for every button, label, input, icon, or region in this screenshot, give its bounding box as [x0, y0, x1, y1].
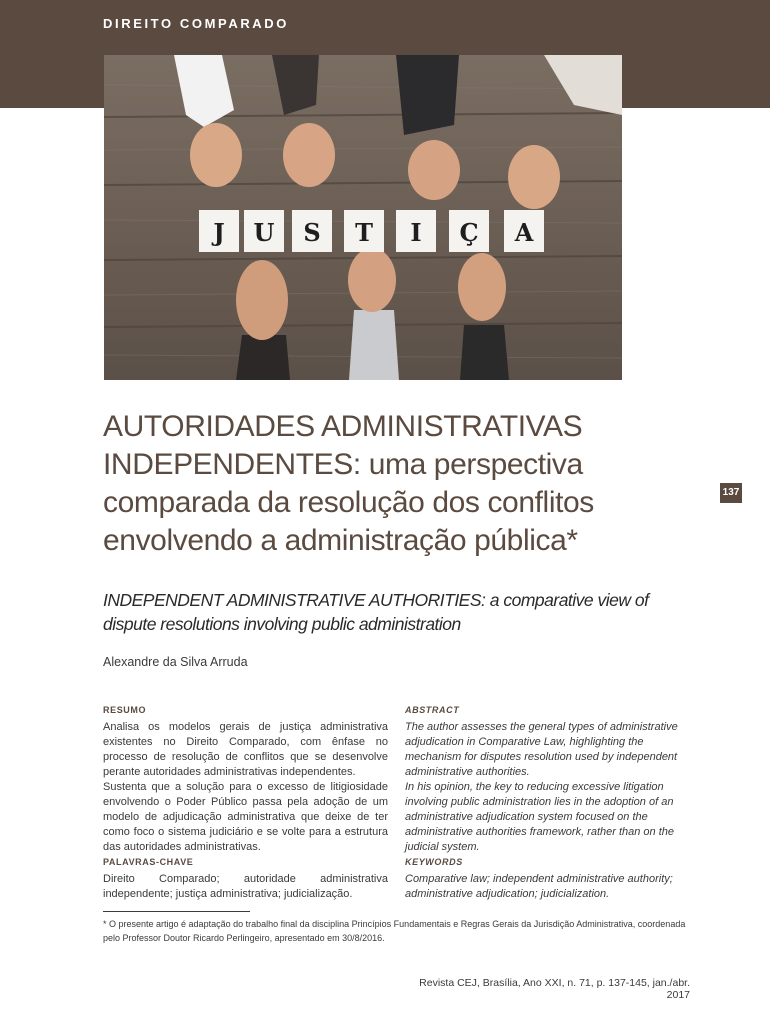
section-label: DIREITO COMPARADO: [103, 16, 290, 31]
tile-letter-6: Ç: [459, 218, 479, 247]
tile-letter-7: A: [514, 218, 534, 247]
author-name: Alexandre da Silva Arruda: [103, 655, 248, 669]
footnote: * O presente artigo é adaptação do trabalho final da disciplina Princípios Fundamentais e Regras Gerais da Jurisdição Administrativa, coordenada pelo Professor Doutor Ricardo Perlingeiro, apresentado em 30/8/2016.: [103, 919, 686, 943]
subtitle-caps: INDEPENDENT ADMINISTRATIVE AUTHORITIES: [103, 590, 482, 610]
keywords-text: Comparative law; independent administrative authority; administrative adjudication; judicialization.: [405, 873, 673, 900]
tile-letter-1: J: [213, 218, 225, 247]
keywords-section: [405, 855, 690, 902]
journal-citation: Revista CEJ, Brasília, Ano XXI, n. 71, p. 137-145, jan./abr. 2017: [419, 977, 690, 1001]
palavras-chave-text: Direito Comparado; autoridade administrativa independente; justiça administrativa; judicialização.: [103, 873, 388, 900]
palavras-chave-section: [103, 855, 388, 902]
resumo-section: [103, 703, 388, 855]
tile-letter-2: U: [253, 218, 275, 247]
subtitle-rest: : a comparative view of dispute resolutions involving public administration: [103, 590, 649, 634]
resumo-paragraph-1: Analisa os modelos gerais de justiça administrativa existentes no Direito Comparado, com ênfase no processo de resolução de conflitos que se desenvolve perante autoridades administrativas independentes.: [103, 721, 388, 778]
palavras-chave-heading: PALAVRAS-CHAVE: [103, 857, 194, 867]
article-subtitle: [103, 588, 703, 636]
abstract-heading: ABSTRACT: [405, 705, 460, 715]
page-number: 137: [720, 483, 742, 503]
abstract-section: [405, 703, 690, 855]
tile-letter-4: T: [355, 218, 373, 247]
footnote-divider: [103, 911, 250, 912]
keywords-heading: KEYWORDS: [405, 857, 463, 867]
resumo-heading: RESUMO: [103, 705, 147, 715]
abstract-paragraph-1: The author assesses the general types of administrative adjudication in Comparative Law, highlighting the mechanism for disputes resolution used by independent administrative authorities.: [405, 721, 678, 778]
article-title: AUTORIDADES ADMINISTRATIVAS INDEPENDENTES: uma perspectiva comparada da resolução dos conflitos envolvendo a administração pública*: [103, 410, 594, 557]
abstract-paragraph-2: In his opinion, the key to reducing excessive litigation involving public administration lies in the adoption of an administrative adjudication system focused on the administrative authorities framework, rather than on the judicial system.: [405, 781, 675, 853]
resumo-paragraph-2: Sustenta que a solução para o excesso de litigiosidade envolvendo o Poder Público passa pela adoção de um modelo de adjudicação administrativa que deixe de ter como foco o sistema judiciário e se volte para a estrutura das autoridades administrativas.: [103, 781, 388, 853]
tile-letter-5: I: [410, 218, 422, 247]
tile-letter-3: S: [303, 218, 321, 247]
article-photo: [104, 55, 622, 380]
